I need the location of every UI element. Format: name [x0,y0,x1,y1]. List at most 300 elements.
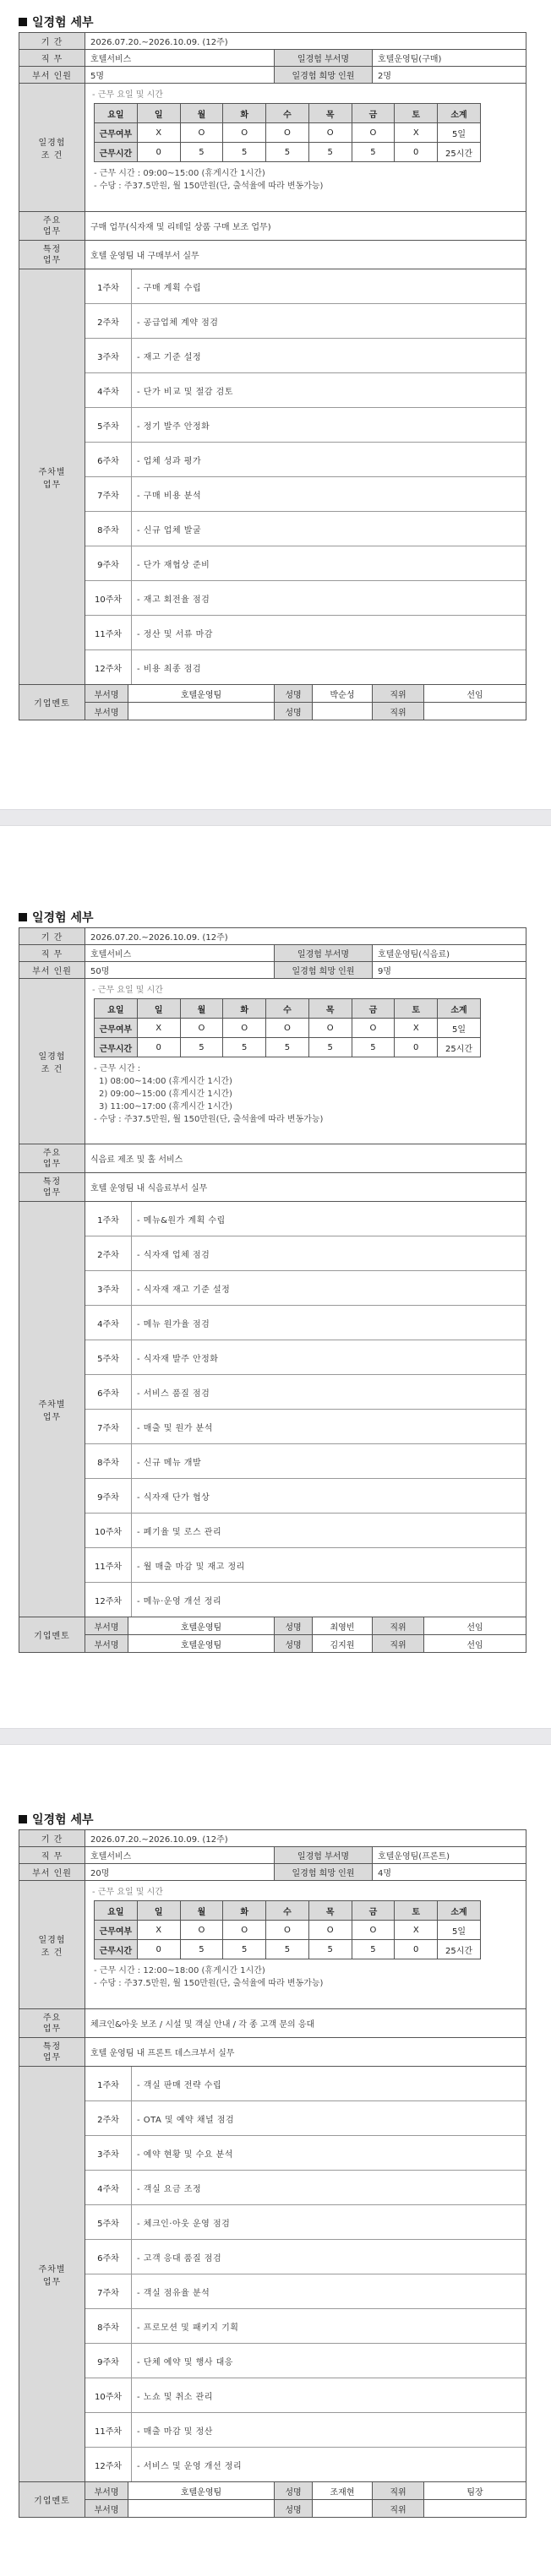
week-task: - 구매 계획 수립 [137,283,202,293]
special-work-value: 호텔 운영팀 내 식음료부서 실무 [85,1173,526,1202]
day-header: 수 [266,1901,309,1921]
work-hours: 5 [308,143,352,162]
work-flag: O [180,1921,223,1940]
work-flag: X [137,123,180,143]
conditions-notes [94,1062,521,1126]
work-hours: 5 [223,1038,266,1057]
label-job: 직 무 [19,50,85,67]
week-label: 10주차 [85,581,132,615]
week-task: - 구매 비용 분석 [137,491,202,501]
day-header: 일 [137,999,180,1019]
mentor-pos-value: 선임 [466,1622,483,1633]
week-task: - 서비스 품질 점검 [137,1389,210,1399]
mentor-dept-value: 호텔운영팀 [180,690,222,700]
week-task: - 공급업체 계약 점검 [137,318,219,328]
mentor-1-name [275,2482,373,2500]
mentor-pos-value: 선임 [466,1640,483,1650]
day-header: 금 [352,1901,395,1921]
week-task: - 단체 예약 및 행사 대응 [137,2357,233,2367]
week-label: 4주차 [85,373,132,407]
week-task: - 객실 요금 조정 [137,2184,202,2194]
week-task: - 메뉴&원가 계획 수립 [137,1215,226,1226]
label-weekly: 주차별 업무 [19,2067,85,2482]
section-title-text: 일경험 세부 [32,911,94,925]
schedule-table [94,1900,481,1959]
week-task: - 매출 마감 및 정산 [137,2427,213,2437]
week-task: - 프로모션 및 패키지 기획 [137,2323,239,2333]
week-label: 2주차 [85,304,132,338]
detail-table [19,32,526,720]
mentor-dept-value: 호텔운영팀 [180,1622,222,1633]
mentor-2-dept [85,703,275,720]
mentor-name-value: 조재현 [330,2487,355,2497]
mentor-dept-value: 호텔운영팀 [180,2487,222,2497]
mentor-1-name [275,685,373,703]
week-task: - OTA 및 예약 채널 점검 [137,2115,235,2125]
mentor-name-label: 성명 [275,2500,313,2517]
week-task: - 서비스 및 운영 개선 정리 [137,2461,243,2471]
day-header: 수 [266,999,309,1019]
shift-2: 2) 09:00~15:00 (휴게시간 1시간) [99,1090,232,1099]
week-row [85,1548,526,1583]
detail-table [19,1829,526,2518]
square-bullet-icon [19,913,27,921]
mentor-pos-label: 직위 [373,703,424,720]
dept-value: 호텔운영팀(구매) [373,50,526,67]
section-title [19,909,94,926]
work-flag-total: 5일 [438,123,481,143]
work-hours-total: 25시간 [438,1940,481,1959]
week-task: - 체크인·아웃 운영 점검 [137,2219,231,2229]
week-label: 6주차 [85,1375,132,1409]
mentor-name-label: 성명 [275,1617,313,1634]
day-header: 목 [308,1901,352,1921]
week-task: - 고객 응대 품질 점검 [137,2253,222,2264]
day-header: 요일 [95,104,138,123]
week-row [85,2378,526,2413]
mentor-2-pos [373,2500,526,2518]
day-header: 목 [308,999,352,1019]
week-row [85,2240,526,2274]
job-value: 호텔서비스 [85,50,275,67]
label-special-work: 특정 업무 [19,1173,85,1202]
period-value: 2026.07.20.~2026.10.09. (12주) [85,928,526,945]
week-label: 11주차 [85,1548,132,1582]
week-label: 6주차 [85,2240,132,2274]
day-header: 토 [395,999,438,1019]
week-row [85,1479,526,1514]
mentor-2-dept [85,2500,275,2518]
mentor-name-value: 김지원 [330,1640,355,1650]
week-label: 4주차 [85,1306,132,1340]
week-label: 12주차 [85,2448,132,2481]
work-hours: 0 [395,1038,438,1057]
work-flag: X [395,123,438,143]
work-flag: O [180,1019,223,1038]
main-work-value: 체크인&아웃 보조 / 시설 및 객실 안내 / 각 종 고객 문의 응대 [85,2009,526,2038]
week-label: 8주차 [85,2309,132,2343]
work-flag: O [223,1019,266,1038]
mentor-pos-label: 직위 [373,1617,424,1634]
work-hours: 5 [266,1038,309,1057]
day-header: 화 [223,999,266,1019]
week-task: - 업체 성과 평가 [137,456,202,466]
week-row [85,2413,526,2448]
section-divider [0,1728,551,1745]
work-hours: 5 [308,1940,352,1959]
week-label: 7주차 [85,2274,132,2308]
week-row [85,2309,526,2344]
day-header: 화 [223,1901,266,1921]
week-row [85,650,526,684]
mentor-1-pos [373,685,526,703]
work-flag: O [308,1019,352,1038]
label-period: 기 간 [19,33,85,50]
day-header: 일 [137,1901,180,1921]
headcount-value: 5명 [85,67,275,84]
week-row [85,1410,526,1444]
label-mentor: 기업멘토 [19,2482,85,2518]
period-value: 2026.07.20.~2026.10.09. (12주) [85,33,526,50]
week-label: 9주차 [85,2344,132,2378]
day-header: 소계 [438,1901,481,1921]
mentor-1-name [275,1617,373,1635]
work-flag: O [223,123,266,143]
week-task: - 객실 판매 전략 수립 [137,2080,222,2090]
week-row [85,2274,526,2309]
work-hours-total: 25시간 [438,1038,481,1057]
main-work-value: 식음료 제조 및 홀 서비스 [85,1144,526,1173]
week-row [85,1340,526,1375]
week-row [85,2101,526,2136]
weekly-list [85,269,526,685]
headcount-value: 20명 [85,1864,275,1881]
mentor-dept-value: 호텔운영팀 [180,1640,222,1650]
week-label: 1주차 [85,269,132,303]
label-weekly: 주차별 업무 [19,269,85,685]
week-task: - 신규 업체 발굴 [137,525,202,535]
week-row [85,2067,526,2101]
row-label-work: 근무여부 [95,123,138,143]
work-hours: 5 [308,1038,352,1057]
label-headcount: 부서 인원 [19,1864,85,1881]
week-row [85,2344,526,2378]
day-header: 금 [352,104,395,123]
main-work-value: 구매 업무(식자재 및 리테일 상품 구매 보조 업무) [85,212,526,241]
work-flag: O [352,1019,395,1038]
work-hours: 0 [137,1038,180,1057]
week-label: 8주차 [85,1444,132,1478]
mentor-pos-value: 선임 [466,690,483,700]
week-task: - 식자재 업체 점검 [137,1250,210,1260]
week-label: 7주차 [85,477,132,511]
section-divider [0,809,551,826]
week-label: 5주차 [85,2205,132,2239]
day-header: 월 [180,999,223,1019]
work-hours: 0 [137,1940,180,1959]
week-label: 11주차 [85,616,132,649]
work-flag: X [137,1019,180,1038]
label-want: 일경험 희망 인원 [275,962,373,979]
mentor-dept-label: 부서명 [85,703,128,720]
week-label: 2주차 [85,1236,132,1270]
mentor-2-dept [85,1635,275,1653]
week-task: - 재고 기준 설정 [137,352,202,362]
week-label: 9주차 [85,546,132,580]
week-row [85,304,526,339]
mentor-pos-label: 직위 [373,2482,424,2499]
week-label: 1주차 [85,2067,132,2100]
label-dept: 일경험 부서명 [275,945,373,962]
mentor-2-name [275,1635,373,1653]
shift-3: 3) 11:00~17:00 (휴게시간 1시간) [99,1102,232,1111]
dept-value: 호텔운영팀(프론트) [373,1847,526,1864]
label-headcount: 부서 인원 [19,67,85,84]
week-label: 5주차 [85,408,132,442]
label-period: 기 간 [19,1830,85,1847]
week-task: - 단가 재협상 준비 [137,560,210,570]
want-value: 2명 [373,67,526,84]
week-label: 3주차 [85,2136,132,2170]
week-label: 3주차 [85,1271,132,1305]
week-row [85,1202,526,1236]
label-job: 직 무 [19,1847,85,1864]
label-period: 기 간 [19,928,85,945]
job-value: 호텔서비스 [85,1847,275,1864]
day-header: 수 [266,104,309,123]
schedule-table [94,103,481,162]
work-hours: 5 [180,143,223,162]
work-flag: O [308,1921,352,1940]
week-row [85,2171,526,2205]
week-row [85,1271,526,1306]
weekly-list [85,2067,526,2482]
week-row [85,373,526,408]
special-work-value: 호텔 운영팀 내 프론트 데스크부서 실무 [85,2038,526,2067]
want-value: 4명 [373,1864,526,1881]
row-label-hours: 근무시간 [95,143,138,162]
label-main-work: 주요 업무 [19,1144,85,1173]
mentor-pos-label: 직위 [373,1635,424,1652]
week-label: 6주차 [85,443,132,476]
week-row [85,1306,526,1340]
square-bullet-icon [19,1815,27,1823]
schedule-table [94,998,481,1057]
schedule-header: - 근무 요일 및 시간 [92,986,163,995]
row-label-work: 근무여부 [95,1921,138,1940]
work-flag-total: 5일 [438,1921,481,1940]
weekly-list [85,1202,526,1617]
day-header: 토 [395,104,438,123]
week-row [85,1514,526,1548]
day-header: 금 [352,999,395,1019]
week-task: - 매출 및 원가 분석 [137,1423,213,1433]
work-flag: O [266,123,309,143]
week-row [85,581,526,616]
conditions-cell [85,84,526,212]
week-label: 3주차 [85,339,132,372]
mentor-1-dept [85,685,275,703]
label-main-work: 주요 업무 [19,212,85,241]
mentor-name-value: 최영빈 [330,1622,355,1633]
row-label-work: 근무여부 [95,1019,138,1038]
label-special-work: 특정 업무 [19,241,85,269]
label-main-work: 주요 업무 [19,2009,85,2038]
work-flag-total: 5일 [438,1019,481,1038]
week-task: - 메뉴·운영 개선 정리 [137,1596,222,1606]
week-task: - 예약 현황 및 수요 분석 [137,2149,233,2160]
mentor-name-label: 성명 [275,2482,313,2499]
work-hours: 5 [180,1940,223,1959]
work-time-note: - 근무 시간 : 09:00~15:00 (휴게시간 1시간) [94,169,265,178]
week-task: - 메뉴 원가율 점검 [137,1319,210,1329]
day-header: 일 [137,104,180,123]
work-flag: O [266,1019,309,1038]
week-task: - 정기 발주 안정화 [137,421,210,432]
week-label: 4주차 [85,2171,132,2204]
day-header: 요일 [95,999,138,1019]
dept-value: 호텔운영팀(식음료) [373,945,526,962]
pay-note: - 수당 : 주37.5만원, 월 150만원(단, 출석율에 따라 변동가능) [94,1115,324,1124]
mentor-2-pos [373,703,526,720]
label-dept: 일경험 부서명 [275,1847,373,1864]
schedule-header: - 근무 요일 및 시간 [92,1888,163,1897]
week-label: 10주차 [85,2378,132,2412]
mentor-name-label: 성명 [275,1635,313,1652]
week-label: 8주차 [85,512,132,546]
shift-1: 1) 08:00~14:00 (휴게시간 1시간) [99,1077,232,1086]
mentor-2-name [275,2500,373,2518]
week-label: 10주차 [85,1514,132,1547]
mentor-dept-label: 부서명 [85,1635,128,1652]
week-label: 2주차 [85,2101,132,2135]
work-hours: 0 [395,143,438,162]
section-title-text: 일경험 세부 [32,16,94,30]
week-row [85,616,526,650]
week-task: - 신규 메뉴 개발 [137,1458,202,1468]
work-hours: 5 [352,143,395,162]
mentor-1-pos [373,2482,526,2500]
work-hours-total: 25시간 [438,143,481,162]
row-label-hours: 근무시간 [95,1038,138,1057]
mentor-dept-label: 부서명 [85,1617,128,1634]
mentor-pos-label: 직위 [373,2500,424,2517]
work-flag: O [180,123,223,143]
day-header: 목 [308,104,352,123]
work-hours: 5 [352,1940,395,1959]
mentor-name-label: 성명 [275,685,313,702]
section-title [19,1811,94,1828]
week-row [85,512,526,546]
mentor-name-label: 성명 [275,703,313,720]
label-weekly: 주차별 업무 [19,1202,85,1617]
conditions-cell [85,979,526,1144]
day-header: 월 [180,1901,223,1921]
label-mentor: 기업멘토 [19,685,85,720]
week-label: 1주차 [85,1202,132,1236]
mentor-pos-label: 직위 [373,685,424,702]
row-label-hours: 근무시간 [95,1940,138,1959]
period-value: 2026.07.20.~2026.10.09. (12주) [85,1830,526,1847]
work-flag: X [137,1921,180,1940]
mentor-dept-label: 부서명 [85,2482,128,2499]
conditions-notes [94,167,521,193]
week-row [85,408,526,443]
detail-table [19,927,526,1653]
label-dept: 일경험 부서명 [275,50,373,67]
week-row [85,1444,526,1479]
week-task: - 객실 점유율 분석 [137,2288,210,2298]
day-header: 요일 [95,1901,138,1921]
week-task: - 식자재 단가 협상 [137,1492,210,1503]
mentor-name-value: 박순성 [330,690,355,700]
week-label: 5주차 [85,1340,132,1374]
week-row [85,2136,526,2171]
job-value: 호텔서비스 [85,945,275,962]
week-task: - 비용 최종 점검 [137,664,202,674]
week-row [85,2448,526,2481]
work-hours: 5 [180,1038,223,1057]
work-flag: X [395,1019,438,1038]
mentor-2-pos [373,1635,526,1653]
work-flag: O [266,1921,309,1940]
conditions-cell [85,1881,526,2009]
week-label: 11주차 [85,2413,132,2447]
week-task: - 정산 및 서류 마감 [137,629,213,639]
week-task: - 단가 비교 및 절감 검토 [137,387,233,397]
conditions-notes [94,1965,521,1990]
day-header: 월 [180,104,223,123]
work-hours: 5 [266,143,309,162]
work-hours: 5 [352,1038,395,1057]
label-job: 직 무 [19,945,85,962]
work-time-note: - 근무 시간 : 12:00~18:00 (휴게시간 1시간) [94,1966,265,1975]
label-want: 일경험 희망 인원 [275,67,373,84]
work-hours: 0 [137,143,180,162]
mentor-1-pos [373,1617,526,1635]
week-label: 12주차 [85,650,132,684]
label-want: 일경험 희망 인원 [275,1864,373,1881]
week-label: 9주차 [85,1479,132,1513]
week-row [85,546,526,581]
work-hours: 5 [266,1940,309,1959]
week-row [85,339,526,373]
work-hours: 5 [223,1940,266,1959]
label-conditions: 일경험 조 건 [19,1881,85,2009]
special-work-value: 호텔 운영팀 내 구매부서 실무 [85,241,526,269]
work-flag: O [223,1921,266,1940]
mentor-1-dept [85,1617,275,1635]
week-row [85,1236,526,1271]
work-flag: O [352,1921,395,1940]
week-task: - 식자재 발주 안정화 [137,1354,219,1364]
work-flag: O [308,123,352,143]
label-mentor: 기업멘토 [19,1617,85,1653]
want-value: 9명 [373,962,526,979]
mentor-dept-label: 부서명 [85,2500,128,2517]
label-headcount: 부서 인원 [19,962,85,979]
week-row [85,443,526,477]
label-special-work: 특정 업무 [19,2038,85,2067]
week-task: - 월 매출 마감 및 재고 정리 [137,1562,245,1572]
schedule-header: - 근무 요일 및 시간 [92,90,163,100]
week-row [85,269,526,304]
pay-note: - 수당 : 주37.5만원, 월 150만원(단, 출석율에 따라 변동가능) [94,1979,324,1988]
week-task: - 폐기율 및 로스 관리 [137,1527,222,1537]
week-row [85,1375,526,1410]
week-task: - 재고 회전율 점검 [137,595,210,605]
day-header: 소계 [438,999,481,1019]
